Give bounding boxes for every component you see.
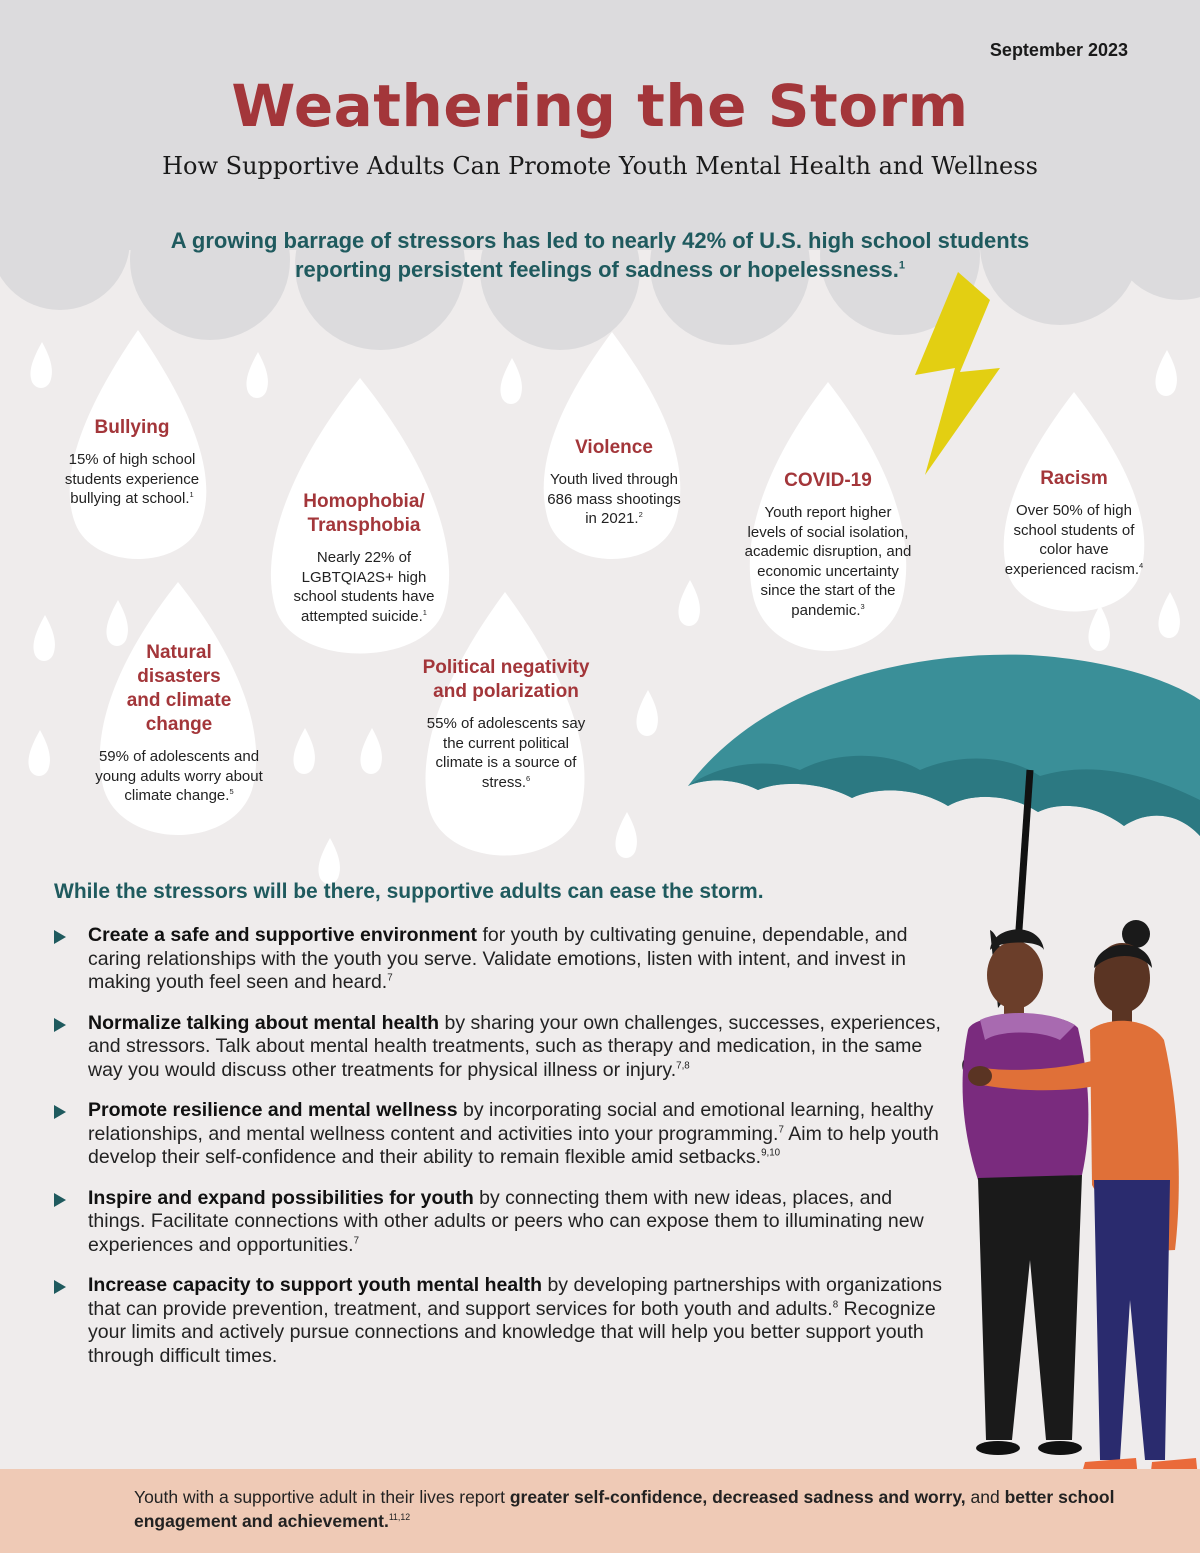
list-item: Create a safe and supportive environment for youth by cultivating genuine, dependable, and caring relationships with the youth you serve. Validate emotions, listen with intent, and invest in making youth feel seen and heard.$^7$ — [52, 924, 952, 995]
stressor-natural-disasters — [84, 641, 274, 806]
stressor-text: 59% of adolescents and young adults worry about climate change.$^5$ — [95, 748, 263, 804]
intro-line1: A growing barrage of stressors has led to nearly 42% of U.S. high school students — [170, 228, 1030, 253]
footer-text: Youth with a supportive adult in their lives report greater self-confidence, decreased sadness and worry, and better school engagement and achievement.$^{11,12}$ — [134, 1487, 1115, 1531]
list-item: Promote resilience and mental wellness by incorporating social and emotional learning, healthy relationships, and mental wellness content and activities into your programming.$^7$ Aim to help youth develop their self-confidence and their ability to remain flexible amid setbacks.$^{9,10}$ — [52, 1099, 952, 1170]
stressor-title: Homophobia/ Transphobia — [303, 491, 425, 536]
play-arrow-icon — [54, 1193, 66, 1207]
stressor-text: 15% of high school students experience bullying at school.$^1$ — [64, 451, 200, 507]
section-heading: While the stressors will be there, supportive adults can ease the storm. — [54, 880, 764, 903]
stressor-text: Youth lived through 686 mass shootings in 2021.$^2$ — [547, 471, 681, 527]
stressor-racism — [998, 467, 1150, 579]
stressor-text: 55% of adolescents say the current political climate is a source of stress.$^6$ — [426, 715, 586, 791]
action-list — [52, 924, 952, 1385]
stressor-title: Political negativity and polarization — [422, 657, 590, 702]
play-arrow-icon — [54, 1280, 66, 1294]
page-title: Weathering the Storm — [231, 72, 969, 140]
intro-statement — [60, 226, 1140, 284]
intro-ref: 1 — [898, 259, 906, 272]
play-arrow-icon — [54, 1105, 66, 1119]
footer-banner — [0, 1469, 1200, 1553]
stressor-violence — [544, 436, 684, 529]
list-item: Inspire and expand possibilities for youth by connecting them with new ideas, places, and things. Facilitate connections with other adults or peers who can expose them to illuminating new experiences and opportunities.$^7$ — [52, 1187, 952, 1258]
list-item: Increase capacity to support youth mental health by developing partnerships with organizations that can provide prevention, treatment, and support services for both youth and adults.$^8$ Recognize your limits and actively pursue connections and knowledge that will help you better support youth through difficult times. — [52, 1274, 952, 1368]
stressor-text: Over 50% of high school students of color have experienced racism.$^4$ — [1004, 502, 1144, 578]
stressor-text: Nearly 22% of LGBTQIA2S+ high school students have attempted suicide.$^1$ — [293, 549, 435, 625]
stressor-title: COVID-19 — [784, 470, 872, 491]
youth-figure — [963, 929, 1089, 1455]
stressor-title: Violence — [575, 437, 653, 458]
stressor-political — [418, 656, 594, 792]
list-item: Normalize talking about mental health by sharing your own challenges, successes, experiences, and stressors. Talk about mental health treatments, such as therapy and medication, in the same way you would discuss other treatments for physical illness or injury.$^{7,8}$ — [52, 1012, 952, 1083]
stressor-bullying — [52, 416, 212, 509]
publication-date: September 2023 — [989, 40, 1128, 60]
page-subtitle: How Supportive Adults Can Promote Youth Mental Health and Wellness — [162, 152, 1038, 180]
stressor-homophobia — [275, 490, 453, 626]
stressor-title: Natural disasters and climate change — [126, 642, 232, 735]
play-arrow-icon — [54, 1018, 66, 1032]
stressor-title: Bullying — [94, 417, 170, 438]
stressor-text: Youth report higher levels of social isolation, academic disruption, and economic uncertainty since the start of the pandemic.$^3$ — [744, 504, 912, 619]
play-arrow-icon — [54, 930, 66, 944]
stressor-covid — [744, 469, 912, 620]
stressor-title: Racism — [1040, 468, 1108, 489]
intro-line2: reporting persistent feelings of sadness or hopelessness. — [294, 257, 899, 282]
